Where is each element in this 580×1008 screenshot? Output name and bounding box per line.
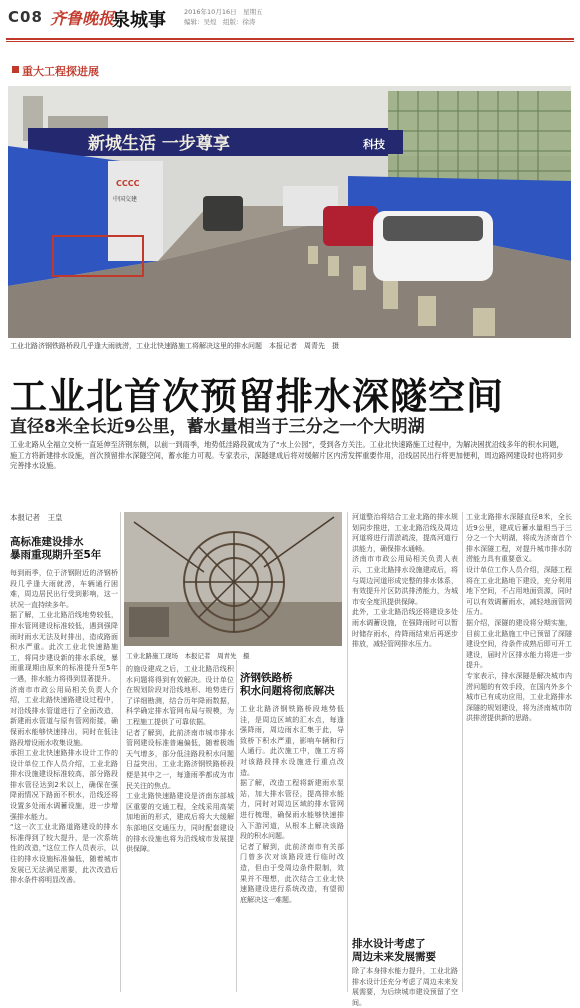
col4-text2: 除了本身排水能力提升，工业北路排水设计还充分考虑了周边未来发展需要，为后续城市建设预留了空间。: [352, 967, 458, 1007]
column-divider: [462, 512, 463, 992]
col4-heading: 排水设计考虑了 周边未来发展需要: [352, 938, 436, 963]
main-photo-caption: 工业北路济钢铁路桥段几乎逢大雨就涝，工业北快速路施工将解决这里的排水问题 本报记者 周青先 摄: [10, 342, 339, 350]
newspaper-logo: 齐鲁晚报: [50, 9, 115, 28]
col1-text: 每到雨季，位于济钢附近的济钢桥段几乎逢大雨就涝，车辆通行困难，周边居民出行受到影响，这一状况一直持续多年。 据了解，工业北路沿线地势较低，排水管网建设标准较低，遇到强降雨时雨水无法及时排出，造成路面积水严重。此次工业北快速路施工，将同步建设新的排水系统，暴雨重现期由原来的标准提升至5年一遇，排水能力将得到显著提升。 济南市市政公用局相关负责人介绍，工业北路快速路建设过程中，对沿线排水管道进行了全面改造，新建雨水管道与原有管网衔接，确保雨水能够快速排出，同时在低洼路段增设雨水收集设施。 承担工业北快速路排水设计工作的设计单位工作人员介绍，工业北路排水设施建设标准较高，部分路段排水管径达到2米以上，确保在强降雨情况下路面不积水，沿线还将设置多处雨水调蓄设施，进一步增强排水能力。 “这一次工业北路道路建设的排水标准得到了较大提升，是一次系统性的改造，”这位工作人员表示，以往的排水设施标准偏低，随着城市发展已无法满足需要，此次改造后排水条件将明显改善。: [10, 569, 118, 885]
col3-heading: 济钢铁路桥 积水问题将彻底解决: [240, 672, 335, 697]
header-rule-thin: [6, 41, 574, 42]
col4-text: 河道整治将结合工业北路的排水规划同步推进，工业北路沿线及周边河道将进行清淤疏浚，提高河道行洪能力，确保排水通畅。 济南市市政公用局相关负责人表示，工业北路排水设施建成后，将与周边河道形成完整的排水体系，有效提升片区防洪排涝能力，为城市安全度汛提供保障。 此外，工业北路沿线还将建设多处雨水调蓄设施，在强降雨时可以暂时储存雨水，待降雨结束后再逐步排放，减轻管网排水压力。: [352, 513, 458, 649]
section-tag: 重大工程探进展: [22, 65, 99, 78]
column-divider: [236, 660, 237, 992]
col2-text: 的施设建成之后，工业北路沿线积水问题将得到有效解决。设计单位在规划阶段对沿线地形、地势进行了详细勘测，结合历年降雨数据，科学确定排水管网布局与规模，为工程施工提供了可靠依据。 记者了解到，此前济南市城市排水管网建设标准普遍偏低，随着极端天气增多，部分低洼路段积水问题日益突出，工业北路济钢铁路桥段便是其中之一，每逢雨季都成为市民关注的焦点。 工业北路快速路建设是济南东部城区重要的交通工程，全线采用高架加地面的形式，建成后将大大缓解东部地区交通压力，同时配套建设的排水设施也将为沿线城市发展提供保障。: [126, 665, 234, 854]
banner-right-text: 科技: [363, 138, 385, 151]
lead-paragraph: 工业北路从全福立交桥一直延伸至济钢东侧，以前一到雨季，地势低洼路段就成为了“水上公园”，受到各方关注。工业北快速路施工过程中，为解决困扰沿线多年的积水问题，施工方将新建排水设施，首次预留排水深隧空间，蓄水能力可观。专家表示，深隧建成后将对缓解片区内涝发挥重要作用，沿线居民出行将更加便利，周边路网建设时也将同步完善排水设施。: [10, 440, 564, 470]
svg-text:中国交建: 中国交建: [113, 196, 138, 203]
section-tag-marker: [12, 66, 19, 73]
construction-site-photo: [8, 86, 571, 338]
date-line: 2016年10月16日 星期五: [184, 8, 263, 16]
column-divider: [120, 512, 121, 992]
rebar-photo-caption: 工业北路施工现场 本报记者 周青先 摄: [126, 652, 250, 660]
editor-line: 编辑：吴煌 组版：徐涛: [184, 18, 256, 26]
column-divider: [347, 512, 348, 992]
header-rule: [6, 38, 574, 40]
section-title: 泉城事: [112, 10, 166, 31]
rebar-cage-photo: [124, 512, 342, 646]
svg-text:CCCC: CCCC: [116, 179, 140, 188]
banner-text: 新城生活 一步尊享: [88, 134, 230, 154]
col1-heading: 高标准建设排水 暴雨重现期升至5年: [10, 536, 102, 561]
headline: 工业北首次预留排水深隧空间: [10, 375, 504, 418]
rebar-photo: [124, 512, 342, 646]
page-header: [0, 0, 580, 40]
main-photo: [8, 86, 571, 338]
subheadline: 直径8米全长近9公里，蓄水量相当于三分之一个大明湖: [10, 417, 425, 437]
col5-text: 工业北路排水深隧直径8米，全长近9公里，建成后蓄水量相当于三分之一个大明湖，将成为济南首个排水深隧工程，对提升城市排水防涝能力具有重要意义。 设计单位工作人员介绍，深隧工程将在工业北路地下建设，充分利用地下空间，不占用地面资源，同时可以有效调蓄雨水，减轻地面管网压力。 据介绍，深隧的建设将分期实施，目前工业北路施工中已预留了深隧建设空间，待条件成熟后即可开工建设，届时片区排水能力将进一步提升。 专家表示，排水深隧是解决城市内涝问题的有效手段，在国内外多个城市已有成功应用，工业北路排水深隧的规划建设，将为济南城市防洪排涝提供新的思路。: [466, 513, 572, 723]
byline: 本报记者 王皇: [10, 513, 63, 522]
col3-text: 工业北路济钢铁路桥段地势低洼，是周边区域的汇水点，每逢强降雨，周边雨水汇集于此，导致桥下积水严重，影响车辆和行人通行。此次施工中，施工方将对该路段排水设施进行重点改造。 据了解，改造工程将新建雨水泵站，加大排水管径，提高排水能力，同时对周边区域的排水管网进行梳理，确保雨水能够快速排入下游河道，从根本上解决该路段的积水问题。 记者了解到，此前济南市有关部门曾多次对该路段进行临时改造，但由于受周边条件限制，效果并不理想，此次结合工业北快速路建设进行系统改造，有望彻底解决这一难题。: [240, 705, 344, 904]
header-meta: [184, 7, 263, 27]
page-number: C08: [8, 8, 43, 26]
